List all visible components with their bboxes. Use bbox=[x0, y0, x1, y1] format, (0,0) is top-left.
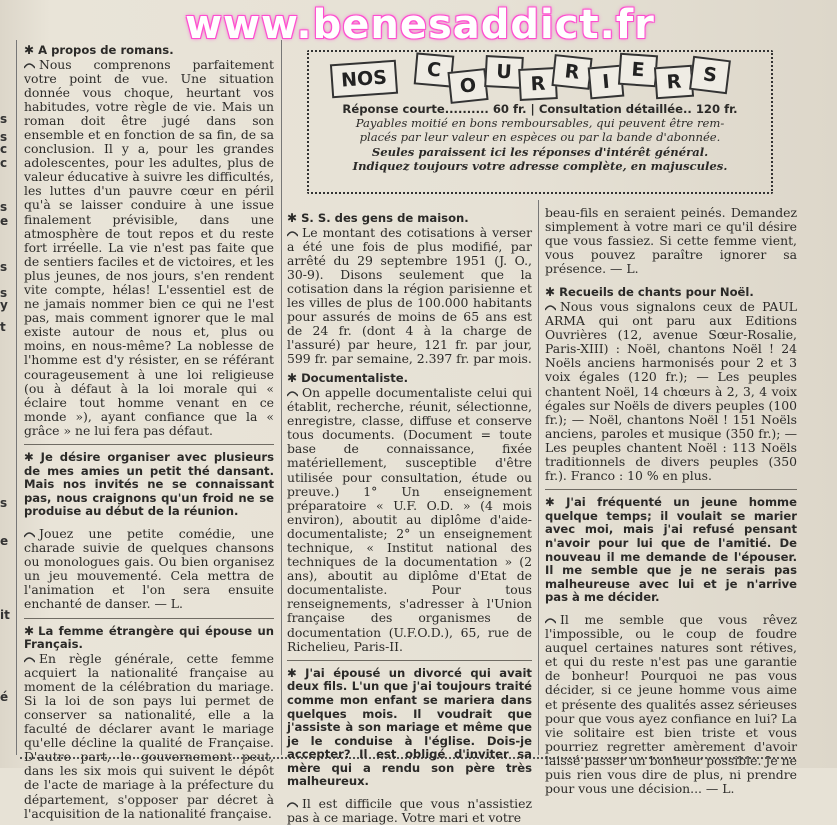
edge-fragment: e bbox=[0, 534, 9, 548]
tile-label: R bbox=[665, 70, 683, 94]
edge-fragment: s bbox=[0, 200, 8, 214]
reply-arrow-icon bbox=[24, 531, 35, 538]
tile-label: O bbox=[458, 74, 478, 98]
tile-label: E bbox=[630, 58, 646, 82]
edge-fragment: s bbox=[0, 260, 8, 274]
edge-fragment: c bbox=[0, 142, 8, 156]
reply-arrow-icon bbox=[24, 62, 35, 69]
edge-fragment: y bbox=[0, 298, 8, 312]
reply-arrow-icon bbox=[545, 617, 556, 624]
edge-fragment: c bbox=[0, 156, 8, 170]
column-rule bbox=[16, 40, 17, 755]
edge-fragment: it bbox=[0, 608, 10, 622]
tile-label: R bbox=[530, 72, 546, 96]
nos-courriers-banner bbox=[307, 50, 773, 194]
body-text: Il me semble que vous rêvez l'impossible, ou le coup de foudre auquel certaines natures sont rétives, et qui du reste n'est pas une garantie de bonheur! Pourquoi ne pas vous décider, si ce jeune homme vous aime et présente des qualités assez sérieuses pour que vous ayez confiance en lui? La vie solitaire est bien triste et vous pourriez regretter amèrement d'avoir laissé passer un bonheur possible. Je ne puis rien vous dire de plus, ni prendre pour vous une décision... — L. bbox=[545, 611, 797, 797]
reply-arrow-icon bbox=[287, 801, 298, 808]
edge-fragment: s bbox=[0, 496, 8, 510]
section-title: ✱ S. S. des gens de maison. bbox=[287, 211, 469, 225]
banner-text bbox=[319, 102, 761, 173]
section-title: ✱ Documentaliste. bbox=[287, 371, 408, 386]
romans-title: A propos de romans. bbox=[38, 43, 174, 57]
section-title: ✱ La femme étrangère qui épouse un Français. bbox=[24, 623, 274, 652]
reply-arrow-icon bbox=[287, 390, 298, 397]
banner-tile-r2 bbox=[551, 54, 592, 90]
banner-tile-e bbox=[618, 53, 658, 88]
body-text: Jouez une petite comédie, une charade suivie de quelques chansons ou monologues gais. Ou bien organisez un jeu mouvementé. Cela mettra de l'animation et l'on sera ensuite enchanté de danser. — L. bbox=[24, 526, 274, 612]
question-jeune-homme: ✱ J'ai fréquenté un jeune homme quelque temps; il voulait se marier avec moi, mais j'ai refusé pensant n'avoir pour lui que de l'amitié. De nouveau il me demande de l'épouser. Il me semble que je ne serais pas malheureuse avec lui et je n'arrive pas à me décider. bbox=[545, 495, 797, 605]
banner-line: Payables moitié en bons remboursables, qui peuvent être rem- bbox=[355, 116, 725, 131]
tile-label: S bbox=[701, 63, 719, 87]
separator bbox=[24, 618, 274, 619]
column-rule bbox=[281, 40, 282, 755]
column-1 bbox=[24, 44, 274, 821]
question-divorce: ✱ J'ai épousé un divorcé qui avait deux fils. L'un que j'ai toujours traité comme mon enfant se mariera dans quelques mois. Il voudrait que j'assiste à son mariage et même que je le conduise à l'église. Dois-je accepter? Il est obligé d'inviter sa mère qui a rendu son père très malheureux. bbox=[287, 665, 532, 789]
answer-divorce bbox=[287, 797, 532, 825]
banner-line: Indiquez toujours votre adresse complète, en majuscules. bbox=[352, 158, 728, 173]
banner-tile-nos bbox=[330, 60, 398, 99]
question-text: J'ai épousé un divorcé qui avait deux fils. L'un que j'ai toujours traité comme mon enfant se mariera dans quelques mois. Il voudrait que j'assiste à son mariage et même que je le conduise à l'église. Dois-je accepter? Il est obligé d'inviter sa mère qui a rendu son père très malheureux. bbox=[287, 665, 532, 789]
tile-label: I bbox=[601, 70, 611, 94]
body-text: En règle générale, cette femme acquiert la nationalité française au moment de la célébration du mariage. Si la loi de son pays lui permet de conserver sa nationalité, elle a la faculté de déclarer avant le mariage qu'elle décline la qualité de Française. D'autre part, le gouvernement peut, dans les six mois qui suivent le dépôt de l'acte de mariage à la préfecture du département, s'opposer par décret à l'acquisition de la nationalité française. bbox=[24, 650, 274, 821]
femme-title: La femme étrangère qui épouse un Français. bbox=[24, 623, 274, 652]
edge-fragment: é bbox=[0, 690, 9, 704]
edge-fragment: e bbox=[0, 214, 9, 228]
reply-arrow-icon bbox=[545, 304, 556, 311]
chants-body bbox=[545, 300, 797, 483]
body-text: Nous vous signalons ceux de PAUL ARMA qui ont paru aux Editions Ouvrières (12, avenue Sœur-Rosalie, Paris-XIII) : Noël, chantons Noël ! 24 Noëls anciens harmonisés pour 2 et 3 voix égales (120 fr.); — Les peuples chantent Noël, 14 chœurs à 2, 3, 4 voix égales sur Noëls de divers peuples (100 fr.); — Noël, chantons Noël ! 151 Noëls anciens, paroles et musique (350 fr.); — Les peuples chantent Noël : 113 Noëls traditionnels de divers peuples (350 fr.). Franco : 10 % en plus. bbox=[545, 298, 797, 484]
continued-text: beau-fils en seraient peinés. Demandez simplement à votre mari ce qu'il désire que vous fassiez. Si cette femme vient, vous pouvez paraître ignorer sa présence. — L. bbox=[545, 205, 797, 277]
romans-body bbox=[24, 58, 274, 439]
banner-tile-s bbox=[689, 56, 731, 94]
body-text: Nous comprenons parfaitement votre point de vue. Une situation donnée vous choque, heurtant vos habitudes, votre règle de vie. Mais un roman doit être jugé dans son ensemble et en fonction de sa fin, de sa conclusion. Il y a, pour les grandes adolescentes, pour les adultes, plus de valeur éducative à suivre les difficultés, les luttes d'un pauvre cœur en péril qu'à se laisser conduire à une issue finalement prévisible, dans une atmosphère de tout repos et du reste fort irréelle. La vie n'est pas faite que de sentiers faciles et de victoires, et les plus jeunes, de nos jours, s'en rendent vite compte, hélas! L'essentiel est de ne jamais nommer bien ce qui ne l'est pas, mais comment ignorer que le mal existe autour de nous et, plus ou moins, en nous-même? La noblesse de l'homme est d'y résister, en se référant courageusement à une loi religieuse (ou à défaut à la loi morale qui « éclaire tout homme venant en ce monde »), ayant confiance que la « grâce » ne lui fera pas défaut. bbox=[24, 56, 274, 438]
tile-label: R bbox=[563, 60, 581, 84]
body-text: Le montant des cotisations à verser a été une fois de plus modifié, par arrêté du 29 septembre 1951 (J. O., 30-9). Disons seulement que la cotisation dans la région parisienne et les villes de plus de 100.000 habitants pour assurés de moins de 65 ans est de 24 fr. (dont 4 à la charge de l'assuré) par heure, 121 fr. par jour, 599 fr. par semaine, 2.397 fr. par mois. bbox=[287, 224, 532, 367]
answer-jeune-homme bbox=[545, 613, 797, 796]
separator bbox=[287, 660, 532, 661]
edge-fragment: s bbox=[0, 112, 8, 126]
ss-title: S. S. des gens de maison. bbox=[301, 211, 469, 225]
section-title: ✱ Recueils de chants pour Noël. bbox=[545, 285, 754, 300]
column-rule bbox=[538, 200, 539, 755]
doc-body bbox=[287, 386, 532, 654]
tile-label: NOS bbox=[340, 66, 388, 92]
chants-title: Recueils de chants pour Noël. bbox=[559, 285, 754, 300]
edge-fragment: t bbox=[0, 320, 6, 334]
separator bbox=[545, 489, 797, 490]
body-text: On appelle documentaliste celui qui établit, recherche, réunit, sélectionne, enregistre, classe, diffuse et conserve tous documents. (Document = toute base de connaissance, fixée matériellement, susceptible d'être utilisée pour consultation, étude ou preuve.) 1° Un enseignement préparatoire « U.F. O.D. » (4 mois environ), aboutit au diplôme d'aide-documentaliste; 2° un enseignement technique, « Institut national des techniques de la documentation » (2 ans), aboutit au diplôme d'Etat de documentaliste. Pour tous renseignements, s'adresser à l'Union française des organismes de documentation (U.F.O.D.), 65, rue de Richelieu, Paris-II. bbox=[287, 384, 532, 654]
answer-the bbox=[24, 527, 274, 612]
ss-body bbox=[287, 226, 532, 367]
tile-label: U bbox=[495, 60, 513, 84]
column-3 bbox=[545, 206, 797, 796]
question-text: J'ai fréquenté un jeune homme quelque temps; il voulait se marier avec moi, mais j'ai refusé pensant n'avoir pour lui que de l'amitié. De nouveau il me demande de l'épouser. Il me semble que je ne serais pas malheureuse avec lui et je n'arrive pas à me décider. bbox=[545, 495, 797, 605]
doc-title: Documentaliste. bbox=[301, 371, 408, 386]
watermark: www.benesaddict.fr bbox=[185, 2, 655, 48]
column-2 bbox=[287, 212, 532, 825]
femme-body bbox=[24, 652, 274, 821]
separator bbox=[24, 444, 274, 445]
question-the: ✱ Je désire organiser avec plusieurs de mes amies un petit thé dansant. Mais nos invités ne se connaissant pas, nous craignons qu'un froid ne se produise au début de la réunion. bbox=[24, 450, 274, 519]
section-title: ✱ A propos de romans. bbox=[24, 43, 174, 57]
banner-line: Seules paraissent ici les réponses d'intérêt général. bbox=[371, 144, 709, 159]
banner-tile-o bbox=[447, 68, 488, 104]
banner-tile-r3 bbox=[654, 65, 694, 100]
reply-arrow-icon bbox=[24, 656, 35, 663]
edge-fragment: s bbox=[0, 130, 8, 144]
body-text: Il est difficile que vous n'assistiez pas à ce mariage. Votre mari et votre bbox=[287, 796, 532, 825]
tile-label: C bbox=[426, 58, 442, 82]
edge-fragment: s bbox=[0, 286, 8, 300]
reply-arrow-icon bbox=[287, 230, 298, 237]
question-text: Je désire organiser avec plusieurs de mes amies un petit thé dansant. Mais nos invités ne se connaissant pas, nous craignons qu'un froid ne se produise au début de la réunion. bbox=[24, 450, 274, 519]
banner-prices: Réponse courte.......... 60 fr. | Consultation détaillée.. 120 fr. bbox=[342, 102, 738, 116]
banner-line: placés par leur valeur en espèces ou par la bande d'abonnée. bbox=[359, 130, 721, 145]
